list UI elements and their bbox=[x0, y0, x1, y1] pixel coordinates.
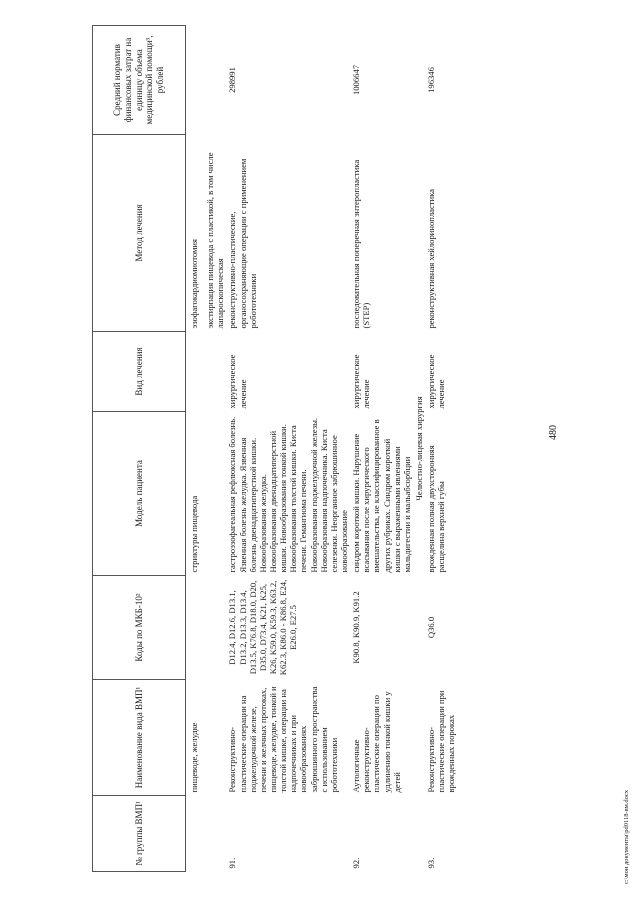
row-cost: 298991 bbox=[227, 67, 238, 93]
header-method: Метод лечения bbox=[93, 135, 186, 332]
row-name: Реконструктивно-пластические операции на поджелудочной железе, печени и желчных протоках, пищеводе, желудке, тонкой и толстой кишке, операции на надпочечниках и при новообразованиях забрюшинного пространства с использованием робототехники bbox=[227, 686, 339, 793]
row-group: 92. bbox=[351, 857, 362, 869]
header-name: Наименование вида ВМП¹ bbox=[93, 680, 186, 796]
continuation-method-2: экстирпация пищевода с пластикой, в том числе лапароскопическая bbox=[205, 152, 226, 329]
row-codes: D12.4, D12.6, D13.1, D13.2, D13.3, D13.4, D13.5, K76.8, D18.0, D20, D35.0, D73.4, K21, K25, K26, K59.0, K59.3, K63.2, K62.3, K86.0 - K86.8, E24, E26.0, E27.5 bbox=[227, 579, 299, 676]
row-type: хирургическое лечение bbox=[426, 354, 447, 409]
table-header-row bbox=[93, 26, 186, 872]
row-model: гастроэзофагеальная рефлюксная болезнь. Язвенная болезнь желудка. Язвенная болезнь двенадцатиперстной кишки. Новообразования желудка. Новообразования двенадцатиперстной кишки. Новообразования тонкой кишки. Новообразования толстой кишки. Киста печени. Гемангиома печени. Новообразования поджелудочной железы. Новообразования надпочечника. Киста селезенки. Неорганное забрюшинное новообразование bbox=[227, 416, 349, 573]
header-model: Модель пациента bbox=[93, 412, 186, 576]
row-codes: K90.8, K90.9, K91.2 bbox=[351, 591, 362, 664]
row-model: синдром короткой кишки. Нарушение всасывания после хирургического вмешательства, не классифицированное в других рубриках. Синдром короткой кишки с выраженными явлениями мальдигестии и мальабсорбции bbox=[351, 419, 412, 573]
row-method: последовательная поперечная энтеропластика (STEP) bbox=[351, 159, 372, 329]
header-cost: Средний норматив финансовых затрат на единицу объема медицинской помощи³, рублей bbox=[93, 26, 186, 135]
row-type: хирургическое лечение bbox=[227, 354, 248, 409]
row-group: 93. bbox=[426, 857, 437, 869]
continuation-method bbox=[186, 135, 227, 332]
continuation-method-1: эзофагокардиомиотомия bbox=[189, 239, 199, 329]
header-type: Вид лечения bbox=[93, 332, 186, 412]
section-heading: Челюстно-лицевая хирургия bbox=[413, 396, 424, 501]
row-type: хирургическое лечение bbox=[351, 354, 372, 409]
row-name: Аутологичные реконструктивно-пластические операции по удлинению тонкой кишки у детей bbox=[351, 691, 402, 793]
row-method: реконструктивная хейлоринопластика bbox=[426, 189, 437, 329]
header-codes: Коды по МКБ-10² bbox=[93, 576, 186, 680]
page-number: 480 bbox=[548, 425, 559, 440]
table-row bbox=[226, 26, 350, 872]
section-heading-row bbox=[413, 26, 425, 872]
row-model: врожденная полная двухсторонняя расщелина верхней губы bbox=[426, 445, 447, 573]
row-cost: 1006647 bbox=[351, 64, 362, 96]
footer-file-path: c:\мои документы\pd0118-вм.docx bbox=[623, 790, 630, 884]
row-codes: Q36.0 bbox=[426, 616, 437, 639]
table-row bbox=[425, 26, 457, 872]
row-name: Реконструктивно-пластические операции при врожденных пороках bbox=[426, 690, 457, 793]
row-group: 91. bbox=[227, 857, 238, 869]
continuation-row bbox=[186, 26, 227, 872]
row-cost: 196346 bbox=[426, 67, 437, 93]
continuation-model: стриктуры пищевода bbox=[189, 495, 199, 573]
header-group: № группы ВМП¹ bbox=[93, 796, 186, 872]
rotated-table-page bbox=[92, 26, 632, 872]
row-method: реконструктивно-пластические, органосохраняющие операции с применением робототехники bbox=[227, 158, 258, 329]
table-row bbox=[350, 26, 413, 872]
vmp-table bbox=[92, 25, 458, 872]
continuation-name: пищеводе, желудке bbox=[189, 722, 199, 793]
